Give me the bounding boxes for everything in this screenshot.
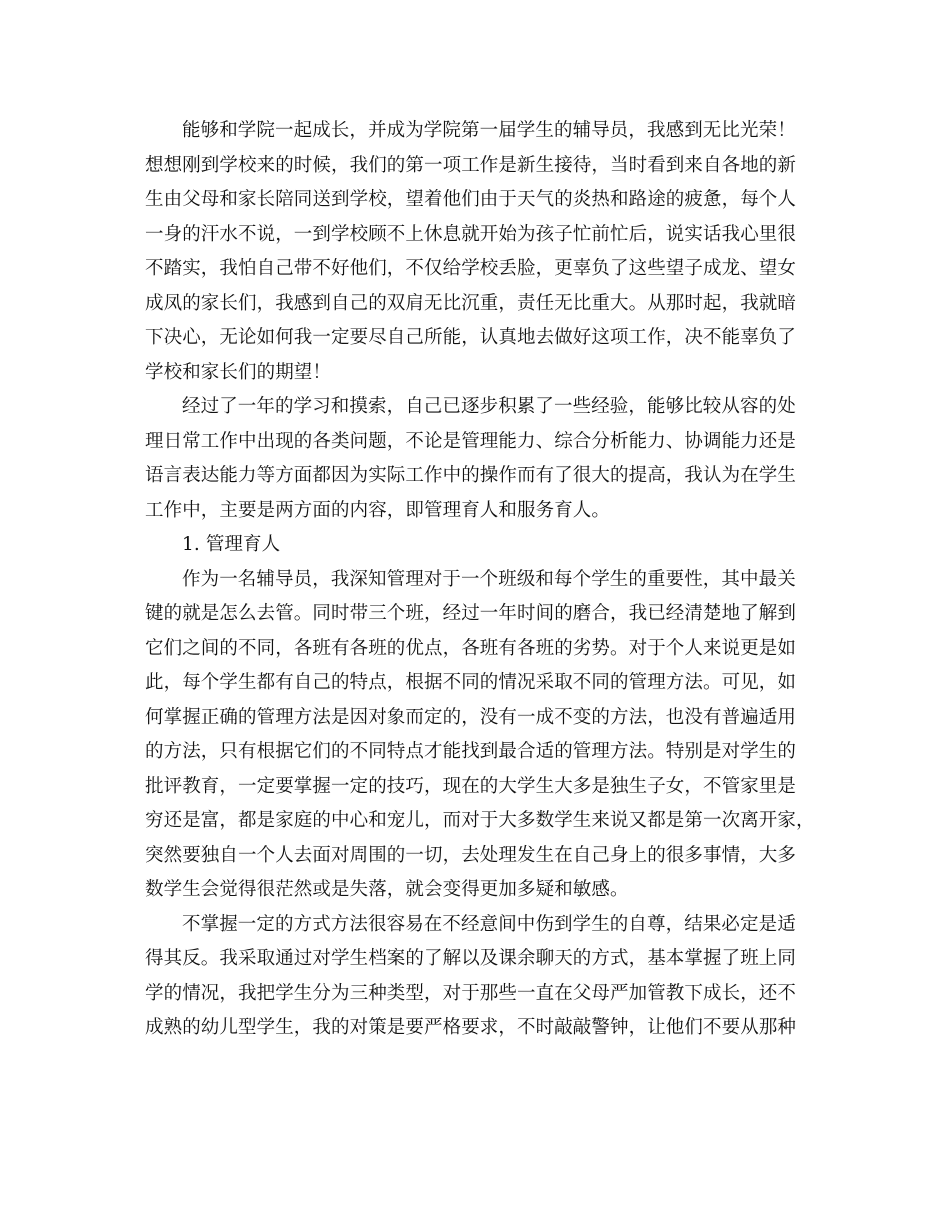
text-line: 作为一名辅导员，我深知管理对于一个班级和每个学生的重要性，其中最关 [182, 568, 796, 590]
text-line: 数学生会觉得很茫然或是失落，就会变得更加多疑和敏感。 [145, 879, 629, 900]
paragraph-2 [145, 390, 805, 528]
text-line: 想想刚到学校来的时候，我们的第一项工作是新生接待，当时看到来自各地的新 [145, 154, 797, 176]
text-line: 学的情况，我把学生分为三种类型，对于那些一直在父母严加管教下成长，还不 [145, 982, 797, 1004]
section-heading [145, 528, 805, 563]
text-line: 成凤的家长们，我感到自己的双肩无比沉重，责任无比重大。从那时起，我就暗 [145, 292, 797, 314]
text-line: 穷还是富，都是家庭的中心和宠儿，而对于大多数学生来说又都是第一次离开家， [145, 810, 815, 831]
text-line: 经过了一年的学习和摸索，自己已逐步积累了一些经验，能够比较从容的处 [182, 396, 796, 417]
paragraph-1 [145, 114, 805, 390]
paragraph-4 [145, 908, 805, 1046]
text-line: 得其反。我采取通过对学生档案的了解以及课余聊天的方式，基本掌握了班上同 [145, 948, 797, 969]
text-line: 不踏实，我怕自己带不好他们，不仅给学校丢脸，更辜负了这些望子成龙、望女 [145, 258, 797, 279]
text-line: 突然要独自一个人去面对周围的一切，去处理发生在自己身上的很多事情，大多 [145, 844, 797, 866]
text-line: 此，每个学生都有自己的特点，根据不同的情况采取不同的管理方法。可见，如 [145, 672, 797, 693]
text-line: 不掌握一定的方式方法很容易在不经意间中伤到学生的自尊，结果必定是适 [182, 913, 796, 935]
text-line: 何掌握正确的管理方法是因对象而定的，没有一成不变的方法，也没有普遍适用 [145, 706, 797, 728]
text-line: 理日常工作中出现的各类问题，不论是管理能力、综合分析能力、协调能力还是 [145, 430, 797, 452]
text-line: 批评教育，一定要掌握一定的技巧，现在的大学生大多是独生子女，不管家里是 [145, 775, 797, 797]
heading-text: 1. 管理育人 [182, 534, 281, 555]
text-line: 生由父母和家长陪同送到学校，望着他们由于天气的炎热和路途的疲惫，每个人 [145, 189, 797, 210]
text-line: 一身的汗水不说，一到学校顾不上休息就开始为孩子忙前忙后，说实话我心里很 [145, 223, 797, 245]
text-line: 成熟的幼儿型学生，我的对策是要严格要求，不时敲敲警钟，让他们不要从那种 [145, 1017, 797, 1038]
text-line: 下决心，无论如何我一定要尽自己所能，认真地去做好这项工作，决不能辜负了 [145, 327, 797, 348]
text-line: 的方法，只有根据它们的不同特点才能找到最合适的管理方法。特别是对学生的 [145, 741, 797, 762]
text-line: 能够和学院一起成长，并成为学院第一届学生的辅导员，我感到无比光荣！ [182, 120, 796, 141]
text-line: 它们之间的不同，各班有各班的优点，各班有各班的劣势。对于个人来说更是如 [145, 637, 797, 659]
text-line: 工作中，主要是两方面的内容，即管理育人和服务育人。 [145, 499, 611, 521]
text-line: 语言表达能力等方面都因为实际工作中的操作而有了很大的提高，我认为在学生 [145, 465, 797, 486]
paragraph-3 [145, 563, 815, 908]
text-line: 键的就是怎么去管。同时带三个班，经过一年时间的磨合，我已经清楚地了解到 [145, 603, 797, 624]
text-line: 学校和家长们的期望！ [145, 361, 332, 383]
document-page [145, 114, 815, 1046]
